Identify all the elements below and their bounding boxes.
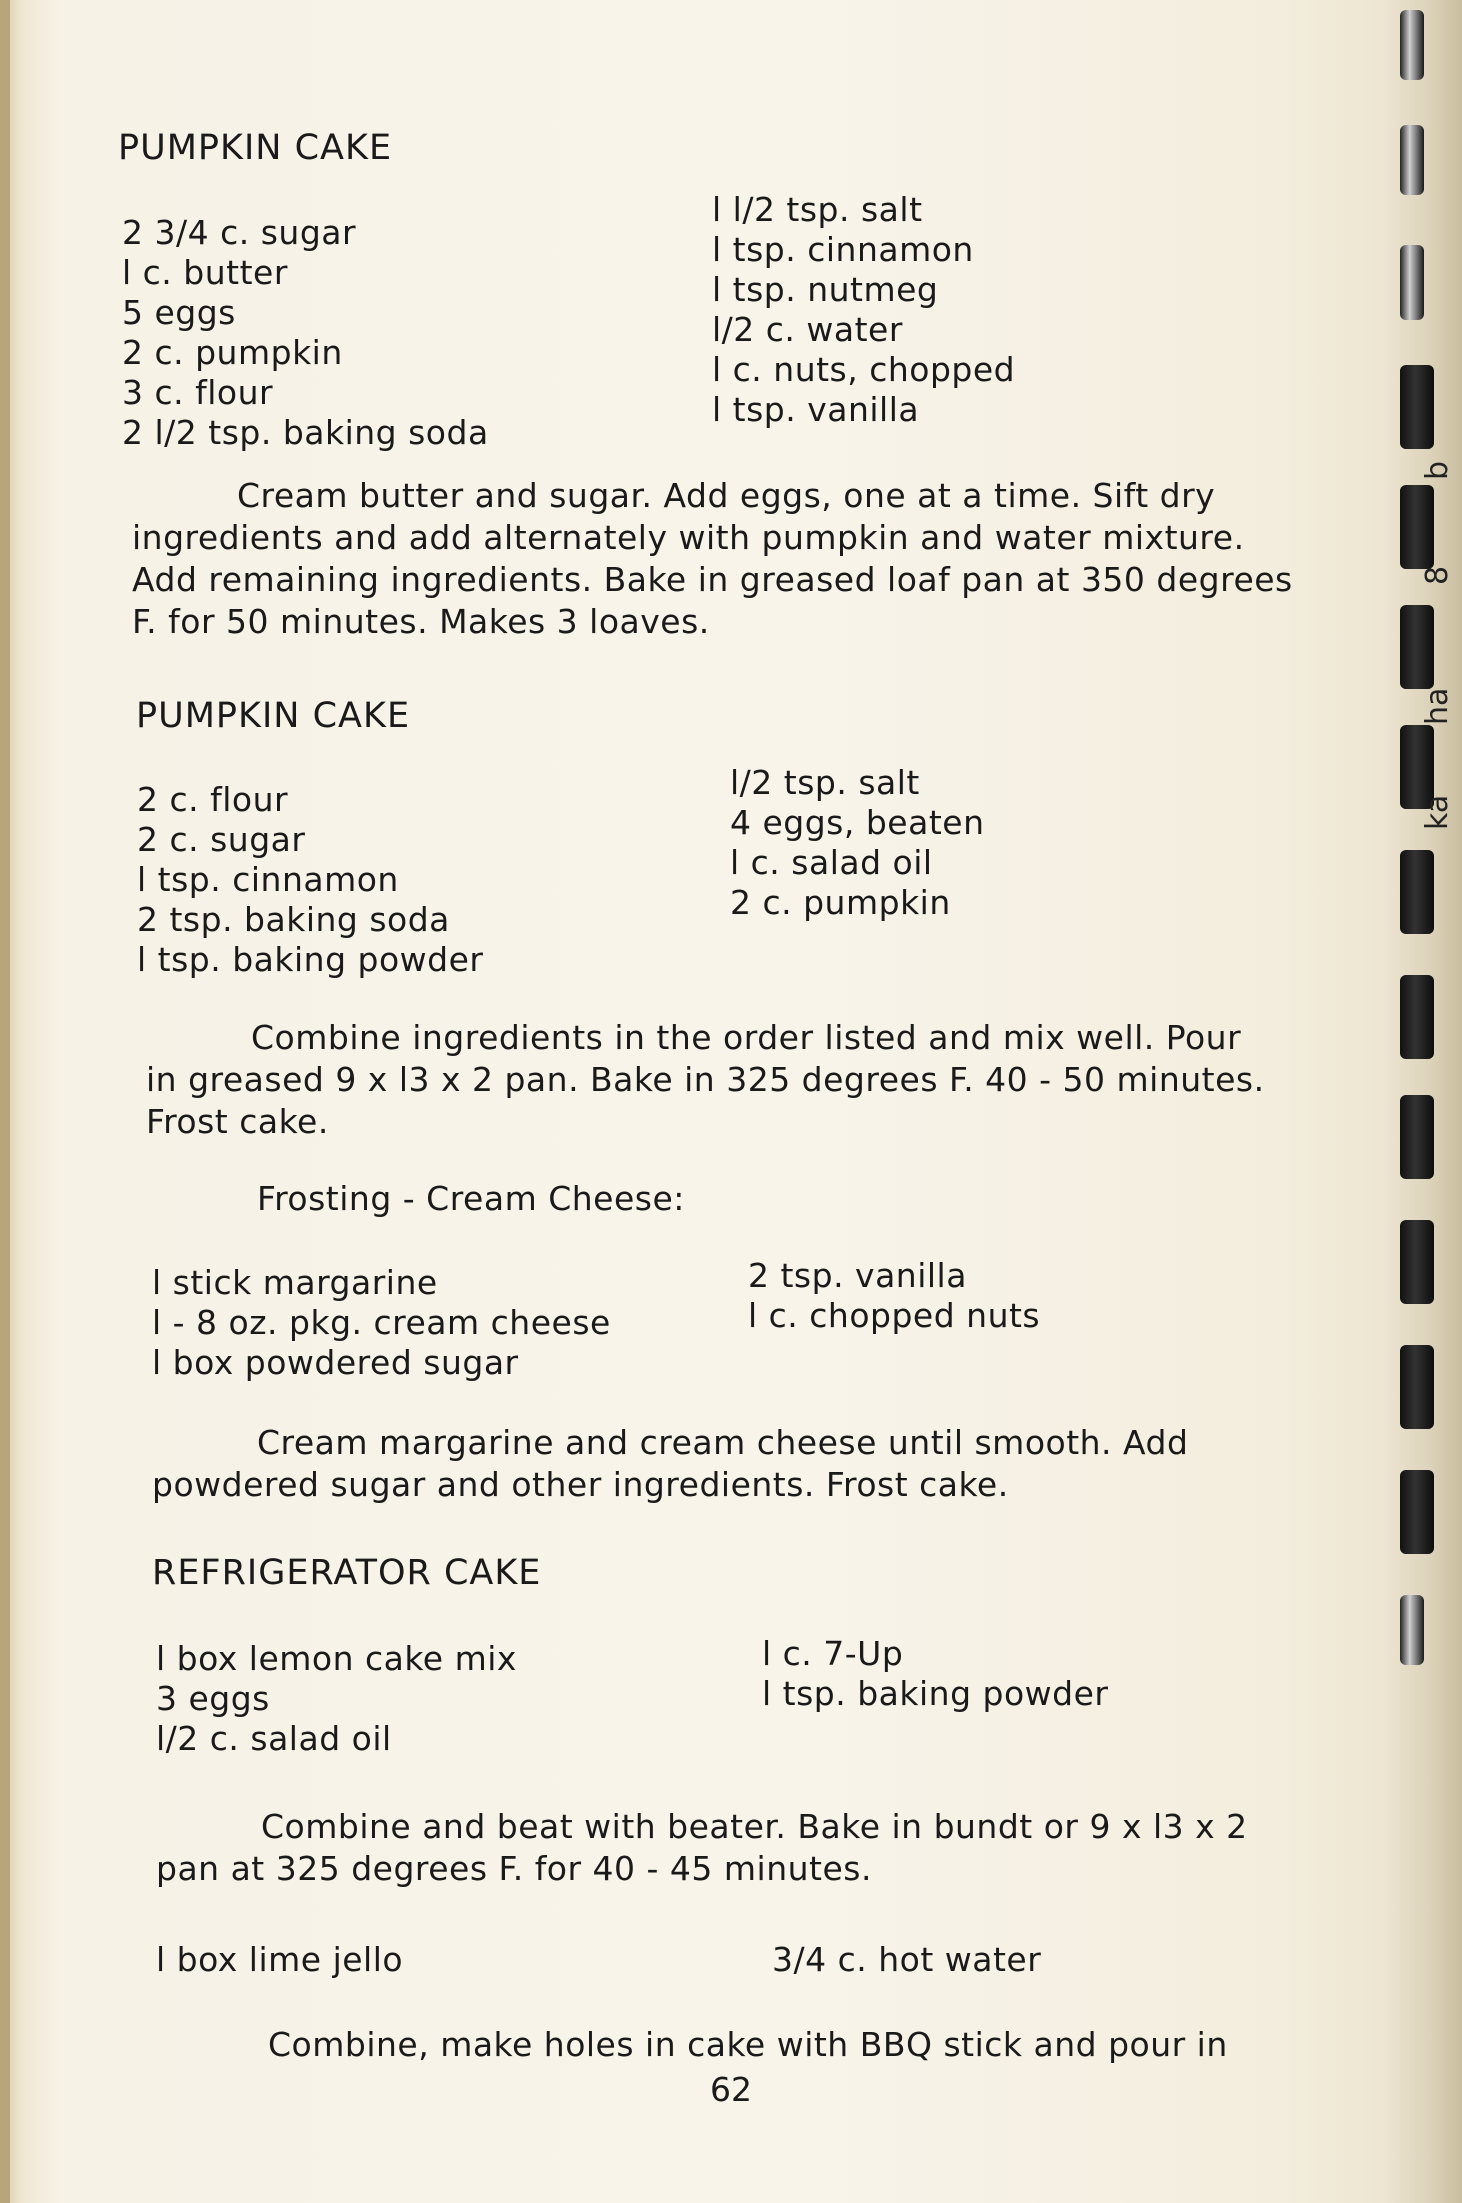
ingredient: 2 c. pumpkin — [730, 883, 951, 922]
ingredient: l stick margarine — [152, 1263, 438, 1302]
ingredients-left — [156, 1639, 517, 1759]
directions-line: Cream margarine and cream cheese until smooth. Add — [257, 1423, 1189, 1462]
recipe-title: PUMPKIN CAKE — [118, 128, 393, 168]
binding-ring — [1400, 605, 1434, 689]
directions-line: in greased 9 x l3 x 2 pan. Bake in 325 degrees F. 40 - 50 minutes. — [146, 1060, 1265, 1099]
ingredient: 2 3/4 c. sugar — [122, 213, 357, 252]
binding-ring — [1400, 1470, 1434, 1554]
directions-line: pan at 325 degrees F. for 40 - 45 minutes. — [156, 1849, 872, 1888]
ingredient: 4 eggs, beaten — [730, 803, 985, 842]
ingredient: 2 tsp. vanilla — [748, 1256, 967, 1295]
ingredient: 2 c. flour — [137, 780, 289, 819]
directions-line: ingredients and add alternately with pumpkin and water mixture. — [132, 518, 1245, 557]
ingredient: l tsp. nutmeg — [712, 270, 939, 309]
ingredients-right — [730, 763, 984, 923]
ingredient: l - 8 oz. pkg. cream cheese — [152, 1303, 611, 1342]
topping-ingredient: l box lime jello — [156, 1940, 404, 1979]
directions-line: Combine ingredients in the order listed and mix well. Pour — [251, 1018, 1242, 1057]
binding-ring — [1400, 1220, 1434, 1304]
binding-ring — [1400, 975, 1434, 1059]
ingredients-left — [122, 213, 489, 453]
ingredient: l/2 tsp. salt — [730, 763, 920, 802]
binding-ring — [1400, 10, 1424, 80]
directions-line: powdered sugar and other ingredients. Frost cake. — [152, 1465, 1009, 1504]
ingredient: 2 c. sugar — [137, 820, 306, 859]
ingredient: l tsp. baking powder — [762, 1674, 1109, 1713]
ingredient: 5 eggs — [122, 293, 236, 332]
directions-line: Combine and beat with beater. Bake in bundt or 9 x l3 x 2 — [261, 1807, 1248, 1846]
binding-ring — [1400, 485, 1434, 569]
binding-ring — [1400, 245, 1424, 320]
ingredient: l/2 c. salad oil — [156, 1719, 392, 1758]
topping-directions: Combine, make holes in cake with BBQ stick and pour in — [268, 2025, 1228, 2064]
ingredient: l tsp. cinnamon — [137, 860, 399, 899]
ingredient: 3 c. flour — [122, 373, 274, 412]
ingredient: l tsp. cinnamon — [712, 230, 974, 269]
ingredient: 2 tsp. baking soda — [137, 900, 450, 939]
frosting-ingredients-left — [152, 1263, 611, 1383]
binding-ring — [1400, 1095, 1434, 1179]
ingredient: l c. butter — [122, 253, 288, 292]
ingredients-right — [712, 190, 1015, 430]
ingredient: 3 eggs — [156, 1679, 270, 1718]
frosting-title: Frosting - Cream Cheese: — [257, 1179, 685, 1218]
binding-ring — [1400, 125, 1424, 195]
ingredients-left — [137, 780, 483, 980]
ingredient: l box lemon cake mix — [156, 1639, 517, 1678]
ingredient: 2 l/2 tsp. baking soda — [122, 413, 489, 452]
page-number: 62 — [710, 2070, 752, 2109]
binding-ring — [1400, 365, 1434, 449]
ingredient: l l/2 tsp. salt — [712, 190, 923, 229]
ingredient: 2 c. pumpkin — [122, 333, 343, 372]
recipe-title: PUMPKIN CAKE — [136, 696, 411, 736]
ingredient: l c. salad oil — [730, 843, 933, 882]
ingredient: l c. nuts, chopped — [712, 350, 1016, 389]
frosting-ingredients-right — [748, 1256, 1040, 1336]
ingredient: l box powdered sugar — [152, 1343, 519, 1382]
recipe-title: REFRIGERATOR CAKE — [152, 1553, 542, 1593]
directions-line: Add remaining ingredients. Bake in greased loaf pan at 350 degrees — [132, 560, 1293, 599]
ingredient: l tsp. baking powder — [137, 940, 484, 979]
directions-line: F. for 50 minutes. Makes 3 loaves. — [132, 602, 710, 641]
binding-ring — [1400, 850, 1434, 934]
ingredients-right — [762, 1634, 1108, 1714]
binding-ring — [1400, 1345, 1434, 1429]
directions-line: Cream butter and sugar. Add eggs, one at a time. Sift dry — [237, 476, 1216, 515]
binding-text: 8 — [1420, 565, 1455, 585]
recipe-directions — [146, 1017, 1265, 1143]
page-left-edge — [0, 0, 10, 2203]
ingredient: l tsp. vanilla — [712, 390, 920, 429]
topping-ingredient: 3/4 c. hot water — [772, 1940, 1042, 1979]
directions-line: Frost cake. — [146, 1102, 329, 1141]
ingredient: l c. 7-Up — [762, 1634, 904, 1673]
binding-text: b — [1420, 460, 1455, 480]
recipe-directions — [132, 475, 1293, 643]
ingredient: l/2 c. water — [712, 310, 903, 349]
ingredient: l c. chopped nuts — [748, 1296, 1041, 1335]
recipe-directions — [156, 1806, 1248, 1890]
frosting-directions — [152, 1422, 1188, 1506]
binding-text: ka — [1420, 794, 1455, 830]
binding-ring — [1400, 1595, 1424, 1665]
binding-text: ha — [1420, 687, 1455, 725]
